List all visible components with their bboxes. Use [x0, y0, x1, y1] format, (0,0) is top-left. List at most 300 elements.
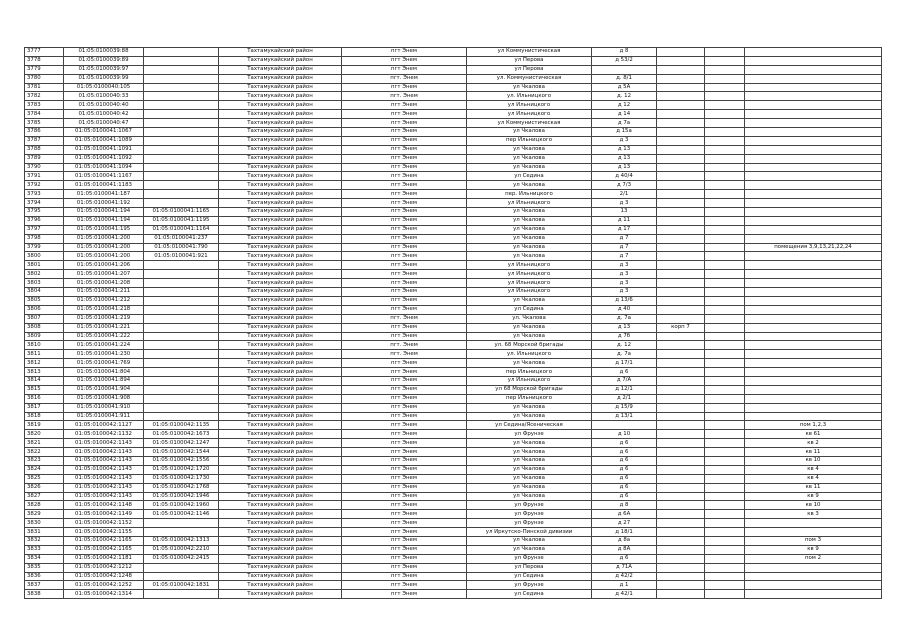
table-cell: Тахтамукайский район — [219, 136, 342, 145]
table-cell — [657, 456, 705, 465]
table-cell — [745, 181, 882, 190]
table-cell — [144, 261, 219, 270]
table-cell: 01:05:0100041:769 — [64, 359, 144, 368]
table-cell: кв 4 — [745, 474, 882, 483]
table-cell: 01:05:0100041:908 — [64, 394, 144, 403]
table-cell: 01:05:0100042:1143 — [64, 456, 144, 465]
table-cell: 01:05:0100040:42 — [64, 110, 144, 119]
table-cell — [705, 181, 745, 190]
table-cell: Тахтамукайский район — [219, 403, 342, 412]
table-cell: пгт Энем — [342, 154, 467, 163]
table-row — [25, 554, 882, 563]
table-cell — [144, 376, 219, 385]
table-row — [25, 572, 882, 581]
table-cell: Тахтамукайский район — [219, 563, 342, 572]
table-cell: 01:05:0100042:1252 — [64, 581, 144, 590]
table-row — [25, 243, 882, 252]
table-cell: 3819 — [25, 421, 64, 430]
table-cell: пгт Энем — [342, 528, 467, 537]
table-cell: 01:05:0100042:1212 — [64, 563, 144, 572]
table-cell — [705, 225, 745, 234]
table-cell: ул Ильницкого — [467, 110, 592, 119]
table-cell: Тахтамукайский район — [219, 270, 342, 279]
table-cell — [657, 519, 705, 528]
table-cell: кв 2 — [745, 439, 882, 448]
table-cell: 3811 — [25, 350, 64, 359]
table-cell — [705, 519, 745, 528]
table-cell — [657, 439, 705, 448]
table-cell: кв 9 — [745, 545, 882, 554]
table-row — [25, 314, 882, 323]
table-row — [25, 270, 882, 279]
table-cell — [705, 590, 745, 599]
table-row — [25, 359, 882, 368]
table-cell: 01:05:0100041:195 — [64, 225, 144, 234]
table-cell — [705, 483, 745, 492]
table-cell — [745, 190, 882, 199]
table-cell: Тахтамукайский район — [219, 225, 342, 234]
table-cell — [657, 296, 705, 305]
table-cell — [745, 590, 882, 599]
table-cell — [745, 341, 882, 350]
table-cell — [705, 154, 745, 163]
table-row — [25, 172, 882, 181]
table-cell: Тахтамукайский район — [219, 465, 342, 474]
table-cell: д 15а — [592, 128, 657, 137]
table-cell: д 6 — [592, 368, 657, 377]
table-cell: ул Седина — [467, 172, 592, 181]
table-row — [25, 225, 882, 234]
table-cell — [745, 83, 882, 92]
table-cell — [144, 270, 219, 279]
table-cell — [745, 270, 882, 279]
table-cell — [144, 563, 219, 572]
table-cell — [705, 208, 745, 217]
table-cell: 3796 — [25, 216, 64, 225]
table-cell: 01:05:0100042:1946 — [144, 492, 219, 501]
table-cell: пгт. Энем — [342, 92, 467, 101]
table-cell: 01:05:0100041:1195 — [144, 216, 219, 225]
table-cell — [705, 323, 745, 332]
table-cell — [657, 154, 705, 163]
table-cell — [657, 563, 705, 572]
table-cell — [144, 56, 219, 65]
table-cell — [705, 243, 745, 252]
table-cell: ул Чкалова — [467, 456, 592, 465]
table-cell: д. 12 — [592, 92, 657, 101]
table-row — [25, 279, 882, 288]
table-cell — [657, 430, 705, 439]
table-cell — [144, 572, 219, 581]
table-cell: Тахтамукайский район — [219, 92, 342, 101]
table-cell — [144, 199, 219, 208]
table-cell — [657, 128, 705, 137]
table-cell — [745, 234, 882, 243]
table-cell: пгт Энем — [342, 181, 467, 190]
table-cell: 3806 — [25, 305, 64, 314]
table-cell — [144, 385, 219, 394]
table-cell: 3836 — [25, 572, 64, 581]
table-cell — [657, 83, 705, 92]
table-cell — [657, 545, 705, 554]
table-cell: 01:05:0100040:33 — [64, 92, 144, 101]
table-cell: 01:05:0100041:219 — [64, 314, 144, 323]
table-cell — [705, 314, 745, 323]
table-cell: д 3 — [592, 279, 657, 288]
table-cell: 01:05:0100041:804 — [64, 368, 144, 377]
table-row — [25, 448, 882, 457]
table-cell: пгт Энем — [342, 216, 467, 225]
table-cell: Тахтамукайский район — [219, 154, 342, 163]
table-cell: 3783 — [25, 101, 64, 110]
table-cell — [745, 314, 882, 323]
table-cell: ул Седина/Ясеническая — [467, 421, 592, 430]
table-cell: пгт Энем — [342, 421, 467, 430]
table-cell — [745, 350, 882, 359]
table-cell: д 12 — [592, 101, 657, 110]
table-cell: пгт Энем — [342, 190, 467, 199]
table-cell — [144, 279, 219, 288]
table-cell: 01:05:0100042:1181 — [64, 554, 144, 563]
table-cell: Тахтамукайский район — [219, 359, 342, 368]
table-row — [25, 56, 882, 65]
table-cell — [657, 279, 705, 288]
table-cell: 01:05:0100042:1149 — [64, 510, 144, 519]
table-cell: д. 7а — [592, 314, 657, 323]
table-cell — [657, 554, 705, 563]
table-row — [25, 385, 882, 394]
table-cell: пгт Энем — [342, 323, 467, 332]
table-cell: 01:05:0100041:1067 — [64, 128, 144, 137]
table-cell: Тахтамукайский район — [219, 545, 342, 554]
table-cell — [705, 172, 745, 181]
table-cell — [745, 128, 882, 137]
table-cell: Тахтамукайский район — [219, 128, 342, 137]
table-cell — [657, 74, 705, 83]
table-cell — [705, 510, 745, 519]
table-cell — [705, 199, 745, 208]
table-cell: пгт. Энем — [342, 314, 467, 323]
table-cell — [745, 145, 882, 154]
table-cell: д 6 — [592, 474, 657, 483]
table-cell: 01:05:0100041:221 — [64, 323, 144, 332]
table-cell: 01:05:0100041:212 — [64, 296, 144, 305]
table-cell — [657, 581, 705, 590]
table-cell: ул Седина — [467, 572, 592, 581]
table-cell — [144, 128, 219, 137]
table-row — [25, 216, 882, 225]
table-cell — [705, 359, 745, 368]
table-cell: пгт Энем — [342, 305, 467, 314]
table-cell — [657, 56, 705, 65]
table-cell — [592, 421, 657, 430]
table-cell: ул Чкалова — [467, 252, 592, 261]
table-cell: 3803 — [25, 279, 64, 288]
table-cell: ул Чкалова — [467, 216, 592, 225]
table-cell: пгт Энем — [342, 279, 467, 288]
table-cell: 01:05:0100040:47 — [64, 119, 144, 128]
table-cell: 01:05:0100041:187 — [64, 190, 144, 199]
table-cell: д 14 — [592, 110, 657, 119]
table-cell — [705, 492, 745, 501]
table-cell: Тахтамукайский район — [219, 483, 342, 492]
table-cell: кв 3 — [745, 510, 882, 519]
table-cell: 01:05:0100041:790 — [144, 243, 219, 252]
table-cell: ул Ильницкого — [467, 279, 592, 288]
table-cell — [144, 83, 219, 92]
table-row — [25, 412, 882, 421]
table-cell: пгт Энем — [342, 225, 467, 234]
table-cell: 01:05:0100039:88 — [64, 48, 144, 57]
table-cell: Тахтамукайский район — [219, 536, 342, 545]
table-cell: ул Чкалова — [467, 234, 592, 243]
table-cell — [705, 385, 745, 394]
table-cell: пгт Энем — [342, 359, 467, 368]
table-cell — [657, 261, 705, 270]
table-cell: 3777 — [25, 48, 64, 57]
table-cell: 3786 — [25, 128, 64, 137]
table-cell: ул Чкалова — [467, 492, 592, 501]
table-cell: 01:05:0100041:904 — [64, 385, 144, 394]
table-cell: д 11 — [592, 216, 657, 225]
table-cell — [745, 252, 882, 261]
table-cell: 01:05:0100042:1730 — [144, 474, 219, 483]
table-cell — [705, 163, 745, 172]
table-cell — [144, 403, 219, 412]
table-row — [25, 136, 882, 145]
table-cell: ул Ильницкого — [467, 376, 592, 385]
table-cell: 3820 — [25, 430, 64, 439]
table-row — [25, 590, 882, 599]
table-cell: 3821 — [25, 439, 64, 448]
table-cell: пгт Энем — [342, 65, 467, 74]
table-cell: ул Фрунзе — [467, 501, 592, 510]
table-cell: пом 2 — [745, 554, 882, 563]
table-cell: 3791 — [25, 172, 64, 181]
table-cell: 3793 — [25, 190, 64, 199]
table-cell: пгт Энем — [342, 296, 467, 305]
table-cell — [705, 394, 745, 403]
table-cell: 01:05:0100042:1768 — [144, 483, 219, 492]
table-cell: ул Чкалова — [467, 323, 592, 332]
table-cell — [144, 163, 219, 172]
table-cell: д 1 — [592, 581, 657, 590]
table-cell — [705, 279, 745, 288]
table-cell: 01:05:0100042:1673 — [144, 430, 219, 439]
table-cell — [705, 376, 745, 385]
table-cell — [657, 394, 705, 403]
table-cell: пгт Энем — [342, 199, 467, 208]
table-cell — [144, 590, 219, 599]
table-cell: д 10 — [592, 430, 657, 439]
table-row — [25, 510, 882, 519]
table-cell: 3784 — [25, 110, 64, 119]
table-cell: 01:05:0100042:1143 — [64, 448, 144, 457]
table-cell: ул Чкалова — [467, 483, 592, 492]
table-cell — [705, 545, 745, 554]
table-cell — [144, 74, 219, 83]
table-row — [25, 163, 882, 172]
table-cell: 01:05:0100041:1094 — [64, 163, 144, 172]
table-row — [25, 48, 882, 57]
table-cell: 3788 — [25, 145, 64, 154]
table-cell — [705, 252, 745, 261]
table-cell — [745, 581, 882, 590]
table-cell: 01:05:0100040:40 — [64, 101, 144, 110]
table-cell: Тахтамукайский район — [219, 314, 342, 323]
table-cell — [657, 359, 705, 368]
table-cell: ул 68 Морской бригады — [467, 385, 592, 394]
table-cell: 3804 — [25, 288, 64, 297]
table-cell: ул Чкалова — [467, 83, 592, 92]
table-cell: 3812 — [25, 359, 64, 368]
table-cell: ул. Ильницкого — [467, 350, 592, 359]
table-cell — [705, 368, 745, 377]
table-cell: ул Чкалова — [467, 332, 592, 341]
table-cell: пгт Энем — [342, 270, 467, 279]
table-cell — [705, 128, 745, 137]
table-cell — [745, 119, 882, 128]
table-cell: пгт Энем — [342, 474, 467, 483]
table-cell: д 7/А — [592, 376, 657, 385]
table-row — [25, 439, 882, 448]
table-cell: 01:05:0100041:200 — [64, 234, 144, 243]
table-cell: д 6 — [592, 448, 657, 457]
table-cell — [745, 296, 882, 305]
table-cell: 3789 — [25, 154, 64, 163]
table-cell: пгт Энем — [342, 590, 467, 599]
table-cell: ул Перова — [467, 563, 592, 572]
table-row — [25, 465, 882, 474]
table-cell: д. 7а — [592, 350, 657, 359]
table-cell: 01:05:0100041:200 — [64, 252, 144, 261]
table-cell: ул Чкалова — [467, 474, 592, 483]
table-cell: пгт Энем — [342, 403, 467, 412]
table-cell: ул Чкалова — [467, 128, 592, 137]
table-cell — [705, 296, 745, 305]
table-cell — [745, 110, 882, 119]
table-cell: ул Седина — [467, 305, 592, 314]
table-cell: 01:05:0100039:99 — [64, 74, 144, 83]
table-cell: д 3 — [592, 199, 657, 208]
table-cell: 01:05:0100042:1831 — [144, 581, 219, 590]
table-cell: ул Чкалова — [467, 154, 592, 163]
table-cell: пгт Энем — [342, 536, 467, 545]
table-cell — [705, 270, 745, 279]
table-cell: 01:05:0100042:1155 — [64, 528, 144, 537]
table-row — [25, 474, 882, 483]
table-cell: д 40 — [592, 305, 657, 314]
table-cell: д 3 — [592, 270, 657, 279]
table-cell: ул Чкалова — [467, 403, 592, 412]
table-cell — [657, 252, 705, 261]
table-cell: 01:05:0100042:1165 — [64, 545, 144, 554]
table-cell: Тахтамукайский район — [219, 394, 342, 403]
table-cell — [144, 314, 219, 323]
table-cell: д 7а — [592, 119, 657, 128]
table-cell — [745, 368, 882, 377]
table-cell: Тахтамукайский район — [219, 110, 342, 119]
table-cell: Тахтамукайский район — [219, 448, 342, 457]
table-cell: 01:05:0100041:1164 — [144, 225, 219, 234]
table-cell: Тахтамукайский район — [219, 288, 342, 297]
table-cell — [705, 439, 745, 448]
table-cell: 3837 — [25, 581, 64, 590]
table-cell: пгт Энем — [342, 83, 467, 92]
table-cell: пгт Энем — [342, 172, 467, 181]
table-cell: ул Иркутско-Пинской дивизии — [467, 528, 592, 537]
table-cell: 3792 — [25, 181, 64, 190]
table-cell — [144, 332, 219, 341]
table-cell: 3838 — [25, 590, 64, 599]
table-row — [25, 296, 882, 305]
table-cell: 3833 — [25, 545, 64, 554]
table-cell: д 15/9 — [592, 403, 657, 412]
table-cell: 01:05:0100041:1089 — [64, 136, 144, 145]
table-cell: ул Чкалова — [467, 243, 592, 252]
table-cell — [657, 110, 705, 119]
table-cell — [657, 510, 705, 519]
table-cell: Тахтамукайский район — [219, 279, 342, 288]
table-row — [25, 83, 882, 92]
table-cell — [705, 465, 745, 474]
table-cell: кв 10 — [745, 501, 882, 510]
table-cell — [745, 359, 882, 368]
table-cell: д 7 — [592, 234, 657, 243]
table-cell: ул Ильницкого — [467, 101, 592, 110]
table-cell: Тахтамукайский район — [219, 501, 342, 510]
table-row — [25, 119, 882, 128]
table-cell: 01:05:0100041:224 — [64, 341, 144, 350]
table-cell: ул Ильницкого — [467, 288, 592, 297]
table-cell: д 13 — [592, 163, 657, 172]
table-cell: пгт Энем — [342, 261, 467, 270]
table-cell: пгт Энем — [342, 430, 467, 439]
table-row — [25, 421, 882, 430]
table-cell — [705, 536, 745, 545]
table-cell: 01:05:0100042:1143 — [64, 439, 144, 448]
table-cell: д 42/2 — [592, 572, 657, 581]
table-cell: 01:05:0100041:194 — [64, 216, 144, 225]
table-cell: 3794 — [25, 199, 64, 208]
table-row — [25, 403, 882, 412]
table-cell: 3808 — [25, 323, 64, 332]
table-cell: пгт Энем — [342, 101, 467, 110]
table-cell — [144, 296, 219, 305]
table-cell — [657, 92, 705, 101]
table-cell: 3835 — [25, 563, 64, 572]
table-cell: ул Чкалова — [467, 448, 592, 457]
table-cell: пгт. Энем — [342, 74, 467, 83]
table-cell: 01:05:0100042:2415 — [144, 554, 219, 563]
table-cell: помещения 3,9,13,21,22,24 — [745, 243, 882, 252]
table-cell — [657, 341, 705, 350]
table-cell: 3827 — [25, 492, 64, 501]
table-cell: 01:05:0100042:1960 — [144, 501, 219, 510]
table-cell: 01:05:0100041:211 — [64, 288, 144, 297]
table-cell: ул Чкалова — [467, 181, 592, 190]
table-cell: 3824 — [25, 465, 64, 474]
table-cell: ул Чкалова — [467, 145, 592, 154]
table-cell — [745, 65, 882, 74]
table-cell: Тахтамукайский район — [219, 341, 342, 350]
table-cell: 3779 — [25, 65, 64, 74]
table-cell — [705, 119, 745, 128]
table-cell — [144, 145, 219, 154]
table-row — [25, 492, 882, 501]
table-cell — [657, 225, 705, 234]
table-cell — [745, 172, 882, 181]
